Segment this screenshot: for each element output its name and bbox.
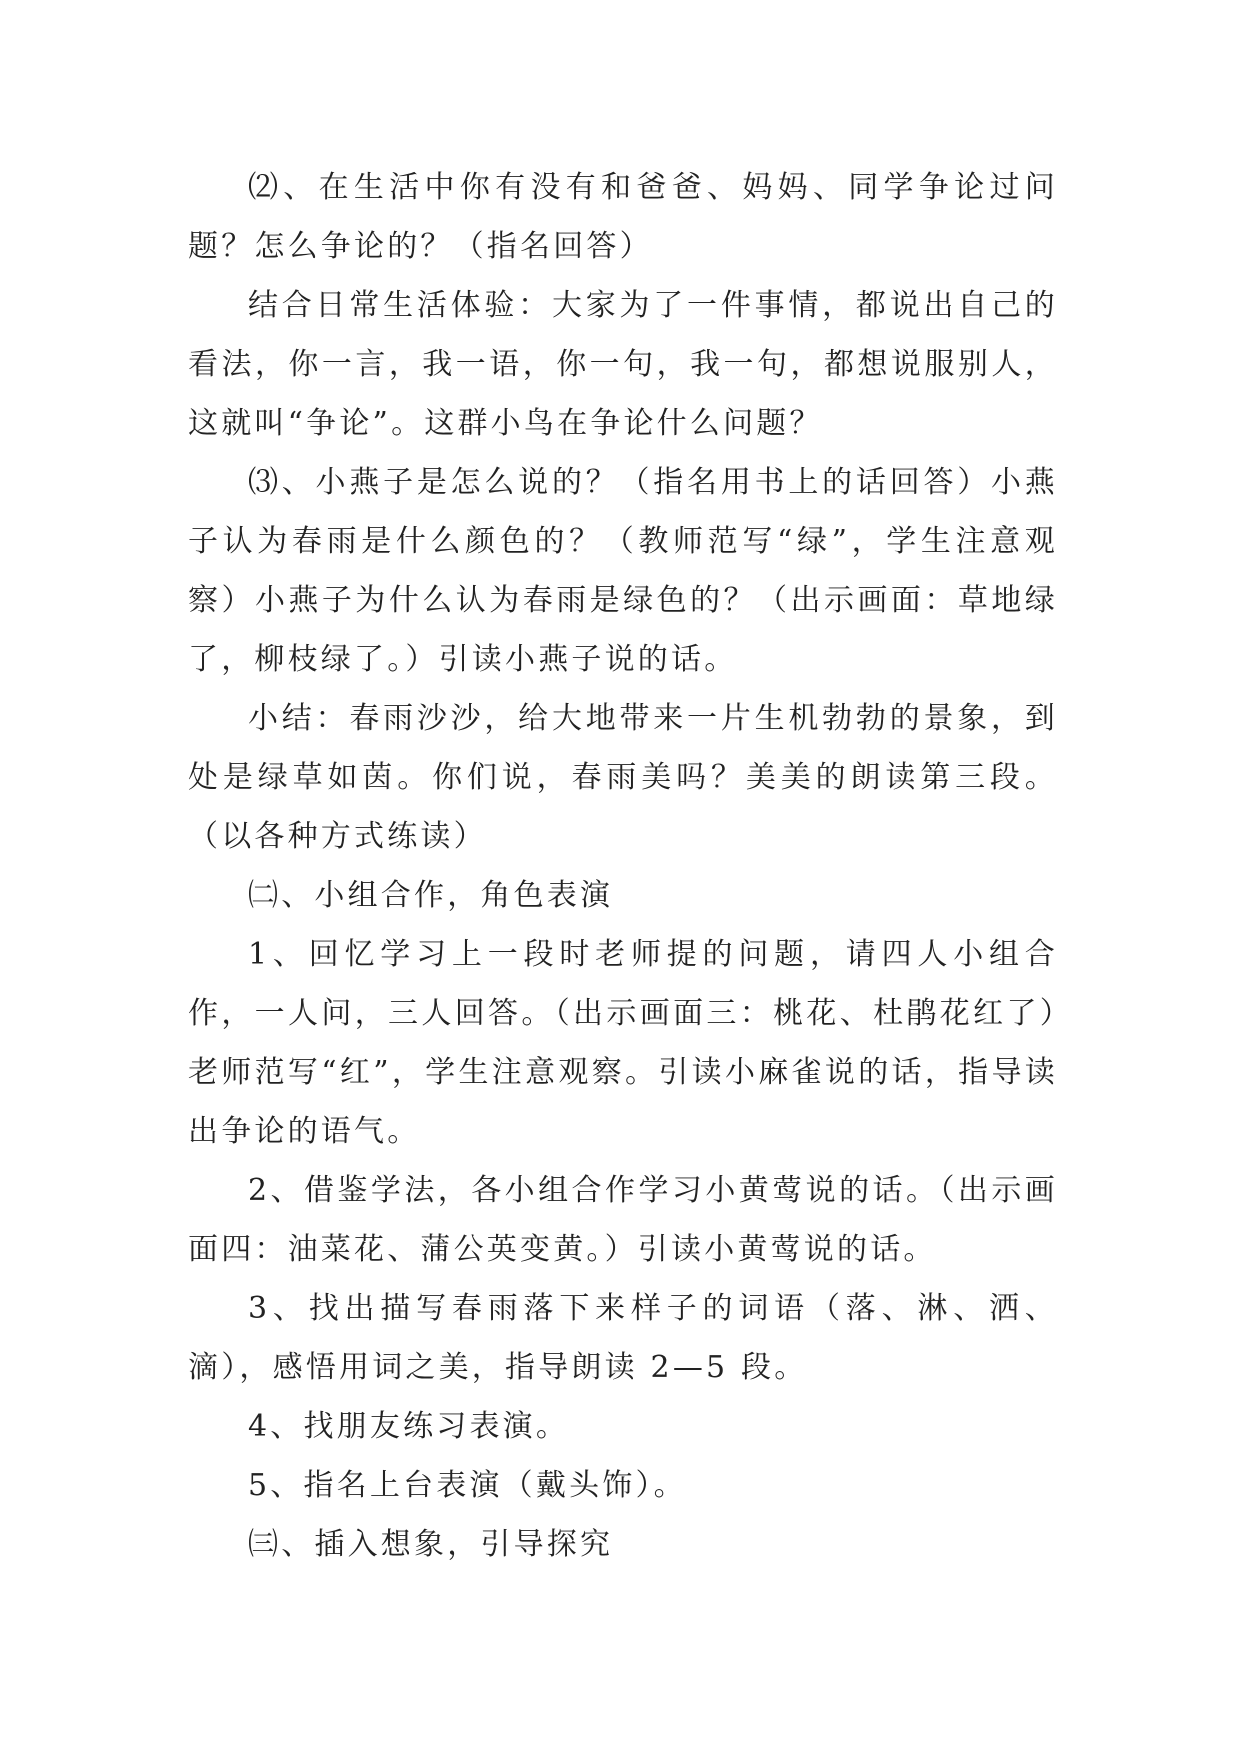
paragraph-question-2: ⑵、在生活中你有没有和爸爸、妈妈、同学争论过问题？怎么争论的？（指名回答） bbox=[188, 170, 1058, 264]
paragraph-summary: 小结：春雨沙沙，给大地带来一片生机勃勃的景象，到处是绿草如茵。你们说，春雨美吗？美美的朗读第三段。（以各种方式练读） bbox=[188, 701, 1058, 854]
paragraph-step-2: 2、借鉴学法，各小组合作学习小黄莺说的话。（出示画面四：油菜花、蒲公英变黄。）引读小黄莺说的话。 bbox=[188, 1173, 1058, 1267]
paragraph-step-4: 4、找朋友练习表演。 bbox=[248, 1409, 570, 1444]
document-body bbox=[188, 158, 1058, 1574]
paragraph-step-3: 3、找出描写春雨落下来样子的词语（落、淋、洒、滴），感悟用词之美，指导朗读 2—5 段。 bbox=[188, 1291, 1058, 1385]
paragraph-step-1: 1、回忆学习上一段时老师提的问题，请四人小组合作，一人问，三人回答。（出示画面三：桃花、杜鹃花红了）老师范写“红”，学生注意观察。引读小麻雀说的话，指导读出争论的语气。 bbox=[188, 937, 1058, 1149]
paragraph-life-experience: 结合日常生活体验：大家为了一件事情，都说出自己的看法，你一言，我一语，你一句，我一句，都想说服别人，这就叫“争论”。这群小鸟在争论什么问题？ bbox=[188, 288, 1058, 441]
section-heading-3: ㈢、插入想象，引导探究 bbox=[248, 1527, 614, 1562]
paragraph-step-5: 5、指名上台表演（戴头饰）。 bbox=[248, 1468, 687, 1503]
paragraph-question-3: ⑶、小燕子是怎么说的？（指名用书上的话回答）小燕子认为春雨是什么颜色的？（教师范写“绿”，学生注意观察）小燕子为什么认为春雨是绿色的？（出示画面：草地绿了，柳枝绿了。）引读小燕子说的话。 bbox=[188, 465, 1058, 677]
section-heading-2: ㈡、小组合作，角色表演 bbox=[248, 878, 614, 913]
